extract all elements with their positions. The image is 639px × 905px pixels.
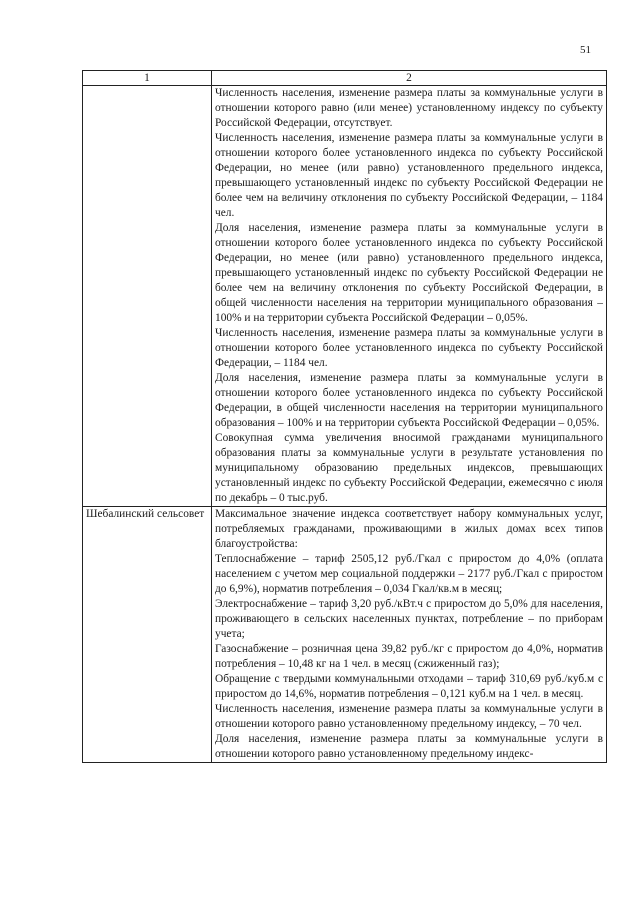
paragraph: Численность населения, изменение размера платы за коммунальные услуги в отношении которого более установленного индекса по субъекту Российской Федерации, – 1184 чел. <box>215 327 603 369</box>
table-row <box>83 507 607 763</box>
paragraph: Доля населения, изменение размера платы за коммунальные услуги в отношении которого равно установленному предельному индекс- <box>215 733 603 760</box>
paragraph: Совокупная сумма увеличения вносимой гражданами муниципального образования платы за коммунальные услуги в результате установления по муниципальному образованию предельных индексов, превышающих установленный индекс по субъекту Российской Федерации, ежемесячно с июля по декабрь – 0 тыс.руб. <box>215 432 603 504</box>
paragraph: Численность населения, изменение размера платы за коммунальные услуги в отношении которого более установленного индекса по субъекту Российской Федерации, но менее (или равно) установленного предельного индекса, превышающего установленный индекс по субъекту Российской Федерации не более чем на величину отклонения по субъекту Российской Федерации, – 1184 чел. <box>215 132 603 219</box>
page-number: 51 <box>580 44 591 56</box>
paragraph: Численность населения, изменение размера платы за коммунальные услуги в отношении которого равно (или менее) установленному индексу по субъекту Российской Федерации, отсутствует. <box>215 87 603 129</box>
paragraph: Теплоснабжение – тариф 2505,12 руб./Гкал с приростом до 4,0% (оплата населением с учетом мер социальной поддержки – 2177 руб./Гкал с приростом до 6,9%), норматив потребления – 0,034 Гкал/кв.м в месяц; <box>215 553 603 595</box>
paragraph: Электроснабжение – тариф 3,20 руб./кВт.ч с приростом до 5,0% для населения, проживающего в сельских населенных пунктах, потребление – по приборам учета; <box>215 598 603 640</box>
paragraph: Максимальное значение индекса соответствует набору коммунальных услуг, потребляемых гражданами, проживающими в жилых домах всех типов благоустройства: <box>215 508 603 550</box>
table-row <box>83 86 607 507</box>
paragraph: Газоснабжение – розничная цена 39,82 руб./кг с приростом до 4,0%, норматив потребления – 10,48 кг на 1 чел. в месяц (сжиженный газ); <box>215 643 603 670</box>
column-header-2: 2 <box>212 71 607 86</box>
table-header-row <box>83 71 607 86</box>
row-text-cell <box>212 86 607 507</box>
column-header-1: 1 <box>83 71 212 86</box>
paragraph: Численность населения, изменение размера платы за коммунальные услуги в отношении которого равно установленному предельному индексу, – 70 чел. <box>215 703 603 730</box>
row-name-cell: Шебалинский сельсовет <box>83 507 212 763</box>
paragraph: Доля населения, изменение размера платы за коммунальные услуги в отношении которого более установленного индекса по субъекту Российской Федерации, но менее (или равно) установленного предельного индекса, превышающего установленный индекс по субъекту Российской Федерации не более чем на величину отклонения по субъекту Российской Федерации, в общей численности населения на территории муниципального образования – 100% и на территории субъекта Российской Федерации – 0,05%. <box>215 222 603 324</box>
document-table <box>82 70 607 763</box>
row-text-cell <box>212 507 607 763</box>
paragraph: Доля населения, изменение размера платы за коммунальные услуги в отношении которого более установленного индекса по субъекту Российской Федерации, в общей численности населения на территории муниципального образования – 100% и на территории субъекта Российской Федерации – 0,05%. <box>215 372 603 429</box>
paragraph: Обращение с твердыми коммунальными отходами – тариф 310,69 руб./куб.м с приростом до 14,6%, норматив потребления – 0,121 куб.м на 1 чел. в месяц. <box>215 673 603 700</box>
row-name-cell <box>83 86 212 507</box>
